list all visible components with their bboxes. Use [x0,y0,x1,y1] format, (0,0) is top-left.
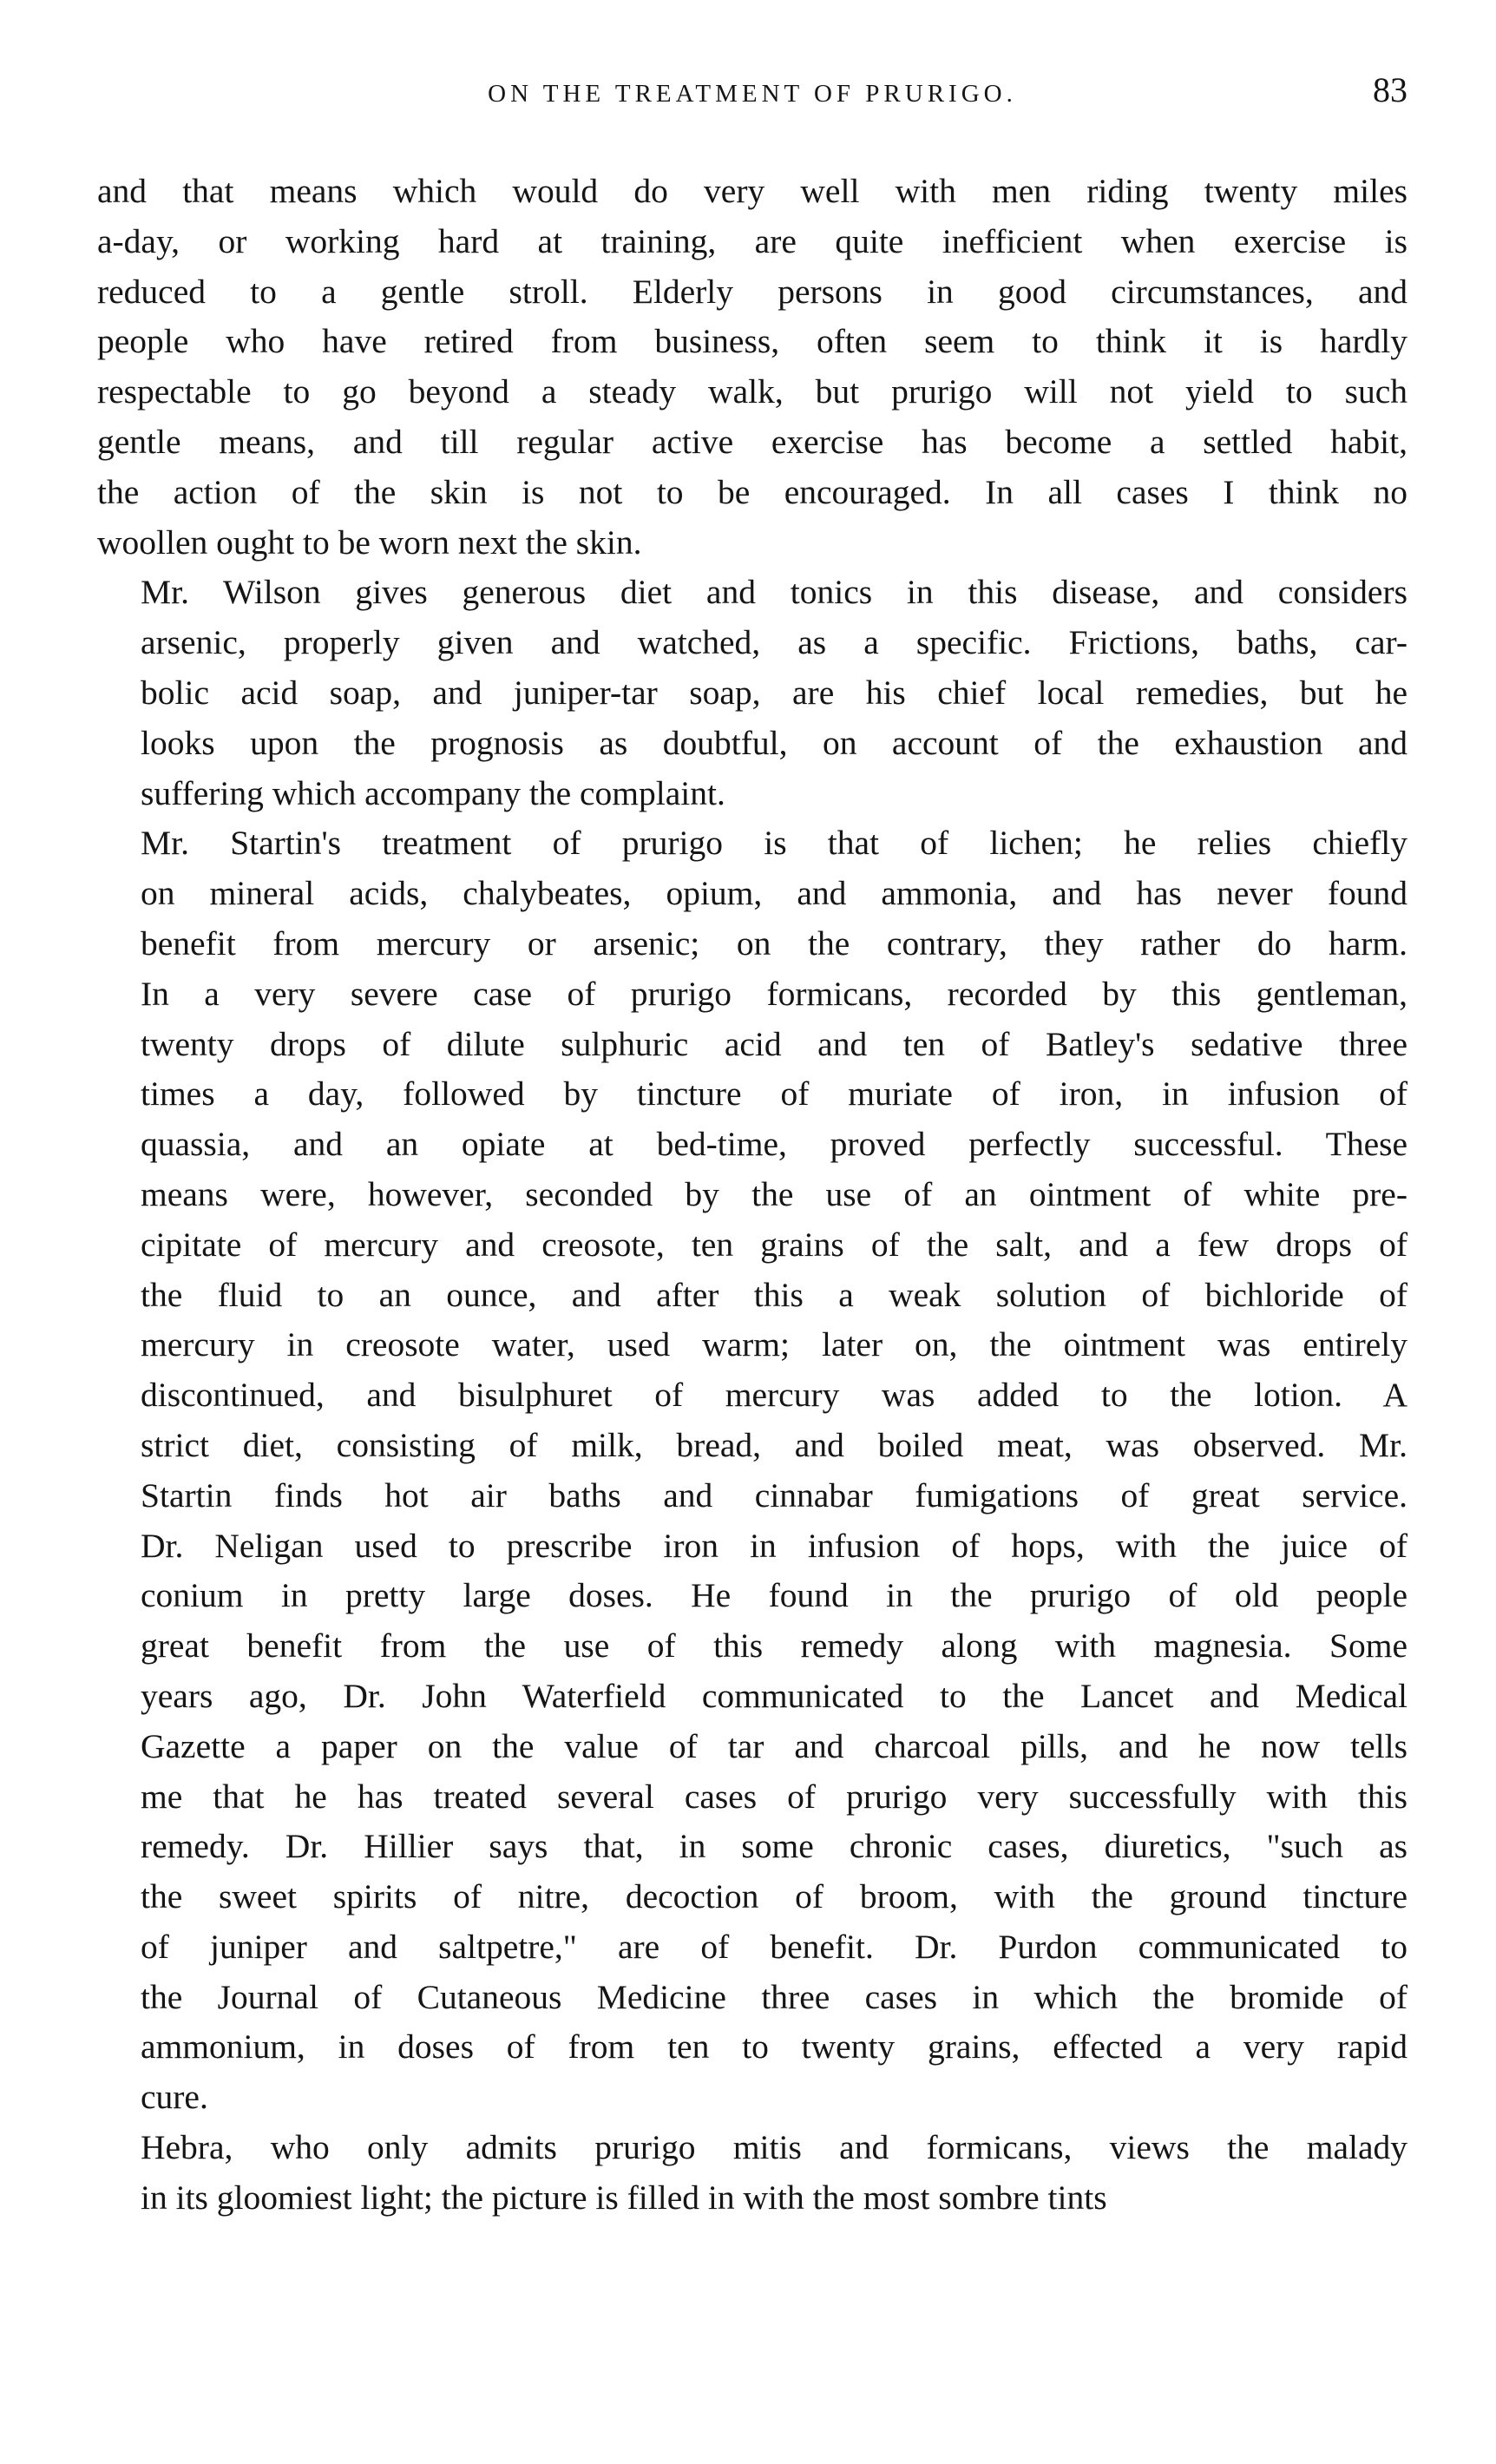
text-line: and that means which would do very well with men riding twenty miles [97,172,1407,210]
text-line: reduced to a gentle stroll. Elderly persons in good circumstances, and [97,272,1407,311]
text-line: on mineral acids, chalybeates, opium, and ammonia, and has never found [141,874,1407,913]
text-line: Mr. Wilson gives generous diet and tonics in this disease, and considers [141,573,1407,612]
text-line: years ago, Dr. John Waterfield communicated to the Lancet and Medical [141,1676,1407,1715]
text-line: of juniper and saltpetre," are of benefit. Dr. Purdon communicated to [141,1927,1407,1966]
text-line: the sweet spirits of nitre, decoction of broom, with the ground tincture [141,1877,1407,1916]
text-line: twenty drops of dilute sulphuric acid and ten of Batley's sedative three [141,1024,1407,1063]
text-line: bolic acid soap, and juniper-tar soap, are his chief local remedies, but he [141,673,1407,712]
text-line: cipitate of mercury and creosote, ten grains of the salt, and a few drops of [141,1225,1407,1264]
running-head [97,61,1407,122]
text-line: me that he has treated several cases of prurigo very successfully with this [141,1777,1407,1816]
text-line: Hebra, who only admits prurigo mitis and formicans, views the malady [141,2128,1407,2167]
paragraph [97,2123,1407,2224]
text-line: Mr. Startin's treatment of prurigo is that of lichen; he relies chiefly [141,824,1407,863]
body-text [97,167,1407,2224]
text-line: the action of the skin is not to be encouraged. In all cases I think no [97,472,1407,511]
text-line: discontinued, and bisulphuret of mercury was added to the lotion. A [141,1376,1407,1415]
text-line: quassia, and an opiate at bed-time, proved perfectly successful. These [141,1125,1407,1164]
text-line: in its gloomiest light; the picture is filled in with the most sombre tints [141,2178,1107,2217]
paragraph [97,818,1407,2123]
paragraph [97,167,1407,568]
text-line: the Journal of Cutaneous Medicine three cases in which the bromide of [141,1977,1407,2016]
text-line: Dr. Neligan used to prescribe iron in infusion of hops, with the juice of [141,1526,1407,1565]
text-line: mercury in creosote water, used warm; later on, the ointment was entirely [141,1325,1407,1364]
text-line: people who have retired from business, often seem to think it is hardly [97,322,1407,361]
text-line: In a very severe case of prurigo formicans, recorded by this gentleman, [141,974,1407,1013]
text-line: gentle means, and till regular active exercise has become a settled habit, [97,422,1407,461]
text-line: woollen ought to be worn next the skin. [97,522,642,562]
book-page [97,61,1407,2224]
text-line: Gazette a paper on the value of tar and charcoal pills, and he now tells [141,1726,1407,1765]
text-line: cure. [141,2078,208,2117]
paragraph [97,568,1407,818]
text-line: means were, however, seconded by the use of an ointment of white pre- [141,1174,1407,1213]
text-line: ammonium, in doses of from ten to twenty grains, effected a very rapid [141,2027,1407,2066]
text-line: remedy. Dr. Hillier says that, in some chronic cases, diuretics, "such as [141,1827,1407,1866]
text-line: the fluid to an ounce, and after this a weak solution of bichloride of [141,1275,1407,1314]
text-line: benefit from mercury or arsenic; on the contrary, they rather do harm. [141,923,1407,963]
text-line: conium in pretty large doses. He found in the prurigo of old people [141,1576,1407,1615]
running-title: ON THE TREATMENT OF PRURIGO. [488,80,1017,108]
text-line: looks upon the prognosis as doubtful, on account of the exhaustion and [141,723,1407,762]
text-line: times a day, followed by tincture of muriate of iron, in infusion of [141,1074,1407,1114]
text-line: strict diet, consisting of milk, bread, and boiled meat, was observed. Mr. [141,1425,1407,1464]
page-number: 83 [1373,70,1407,109]
text-line: a-day, or working hard at training, are quite inefficient when exercise is [97,221,1407,260]
text-line: arsenic, properly given and watched, as a specific. Frictions, baths, car- [141,623,1407,662]
text-line: great benefit from the use of this remedy along with magnesia. Some [141,1626,1407,1666]
text-line: respectable to go beyond a steady walk, but prurigo will not yield to such [97,372,1407,411]
text-line: suffering which accompany the complaint. [141,773,725,812]
text-line: Startin finds hot air baths and cinnabar fumigations of great service. [141,1475,1407,1515]
